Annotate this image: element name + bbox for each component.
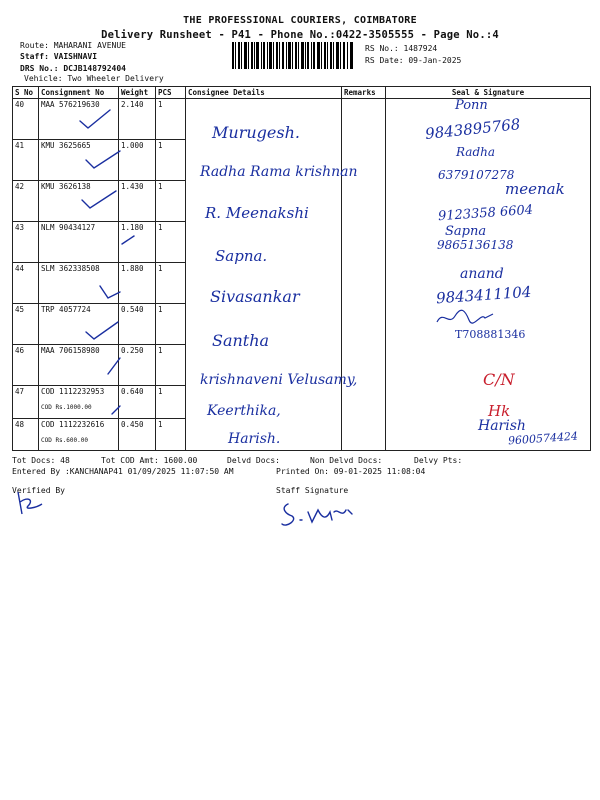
cell-pcs: 1 xyxy=(156,419,186,451)
handwritten-consignee: krishnaveni Velusamy, xyxy=(200,372,358,388)
printed-on: Printed On: 09-01-2025 11:08:04 xyxy=(276,467,426,476)
handwritten-signature: anand xyxy=(460,266,504,282)
staff-signature-label: Staff Signature xyxy=(276,486,349,495)
handwritten-signature: meenak xyxy=(505,180,565,198)
handwritten-signature: Harish xyxy=(478,418,526,434)
cell-consignment: SLM 362338508 xyxy=(39,263,119,304)
cell-consignment: MAA 706158980 xyxy=(39,345,119,386)
handwritten-phone: 9600574424 xyxy=(507,429,579,448)
cell-pcs: 1 xyxy=(156,99,186,140)
cod-amount: COD Rs.600.00 xyxy=(41,437,88,444)
handwritten-signature: Ponn xyxy=(455,98,488,113)
handwritten-consignee: Sapna. xyxy=(215,247,268,265)
handwritten-signature: Sapna xyxy=(445,224,487,239)
handwritten-consignee: Sivasankar xyxy=(210,287,300,306)
cell-consignment: KMU 3625665 xyxy=(39,140,119,181)
cell-remarks xyxy=(342,419,386,451)
cell-remarks xyxy=(342,222,386,263)
company-title: THE PROFESSIONAL COURIERS, COIMBATORE xyxy=(183,15,417,26)
rs-number: RS No.: 1487924 xyxy=(365,44,438,53)
tick-marks xyxy=(50,96,200,456)
cell-sno: 47 xyxy=(13,386,39,419)
cell-pcs: 1 xyxy=(156,304,186,345)
tick-icon xyxy=(112,406,120,414)
cell-pcs: 1 xyxy=(156,140,186,181)
tick-icon xyxy=(100,286,120,298)
cell-remarks xyxy=(342,99,386,140)
delivered-docs: Delvd Docs: xyxy=(227,456,280,465)
col-weight: Weight xyxy=(119,87,156,99)
cell-sno: 45 xyxy=(13,304,39,345)
cell-weight: 2.140 xyxy=(119,99,156,140)
route-text: Route: MAHARANI AVENUE xyxy=(20,41,126,50)
handwritten-phone: 9865136138 xyxy=(437,238,514,252)
handwritten-phone: 9843411104 xyxy=(435,282,532,308)
handwritten-consignee: Santha xyxy=(212,331,270,350)
handwritten-consignee: Keerthika, xyxy=(207,403,281,419)
cell-sno: 46 xyxy=(13,345,39,386)
tick-icon xyxy=(80,110,110,128)
verifier-signature-icon xyxy=(14,488,54,518)
handwritten-remark: C/N xyxy=(483,370,515,389)
cell-weight: 0.640 xyxy=(119,386,156,419)
scribble-signature-icon xyxy=(435,308,495,328)
staff-text: Staff: VAISHNAVI xyxy=(20,52,98,61)
cell-pcs: 1 xyxy=(156,222,186,263)
cell-weight: 1.430 xyxy=(119,181,156,222)
handwritten-phone: T708881346 xyxy=(455,328,526,341)
cell-weight: 1.180 xyxy=(119,222,156,263)
cell-sno: 41 xyxy=(13,140,39,181)
tick-icon xyxy=(86,151,120,168)
handwritten-consignee: Harish. xyxy=(228,431,281,447)
consignment-number: COD 1112232616 xyxy=(41,420,105,429)
cell-weight: 0.450 xyxy=(119,419,156,451)
cell-pcs: 1 xyxy=(156,181,186,222)
col-pcs: PCS xyxy=(156,87,186,99)
tick-icon xyxy=(82,191,116,208)
col-consignment: Consignment No xyxy=(39,87,119,99)
tick-icon xyxy=(86,322,118,339)
drs-number: DRS No.: DCJB148792404 xyxy=(20,64,126,73)
cell-consignment: KMU 3626138 xyxy=(39,181,119,222)
handwritten-remark: Hk xyxy=(488,402,511,420)
sheet-title: Delivery Runsheet - P41 - Phone No.:0422-3505555 - Page No.:4 xyxy=(101,29,499,41)
handwritten-consignee: R. Meenakshi xyxy=(205,204,309,222)
cell-weight: 1.000 xyxy=(119,140,156,181)
rs-date: RS Date: 09-Jan-2025 xyxy=(365,56,462,65)
non-delivered-docs: Non Delvd Docs: xyxy=(310,456,383,465)
cell-sno: 43 xyxy=(13,222,39,263)
cell-sno: 40 xyxy=(13,99,39,140)
cell-weight: 1.880 xyxy=(119,263,156,304)
handwritten-consignee: Murugesh. xyxy=(212,123,300,142)
col-consignee: Consignee Details xyxy=(186,87,342,99)
cell-weight: 0.250 xyxy=(119,345,156,386)
cell-sno: 48 xyxy=(13,419,39,451)
delivery-points: Delvy Pts: xyxy=(414,456,463,465)
handwritten-phone: 9843895768 xyxy=(424,115,522,143)
handwritten-consignee: Radha Rama krishnan xyxy=(200,164,358,180)
vehicle-text: Vehicle: Two Wheeler Delivery xyxy=(24,74,164,83)
cell-pcs: 1 xyxy=(156,345,186,386)
cell-weight: 0.540 xyxy=(119,304,156,345)
cell-sno: 42 xyxy=(13,181,39,222)
cell-pcs: 1 xyxy=(156,386,186,419)
verified-by-label: Verified By xyxy=(12,486,65,495)
consignment-number: COD 1112232953 xyxy=(41,387,105,396)
cell-consignment: NLM 90434127 xyxy=(39,222,119,263)
tick-icon xyxy=(108,358,120,374)
handwritten-phone: 9123358 6604 xyxy=(437,202,534,225)
col-sno: S No xyxy=(13,87,39,99)
cell-sno: 44 xyxy=(13,263,39,304)
entered-by: Entered By :KANCHANAP41 01/09/2025 11:07:50 AM xyxy=(12,467,234,476)
cell-pcs: 1 xyxy=(156,263,186,304)
cell-remarks xyxy=(342,181,386,222)
col-seal: Seal & Signature xyxy=(386,87,591,99)
total-cod-amount: Tot COD Amt: 1600.00 xyxy=(101,456,198,465)
handwritten-signature: Radha xyxy=(456,145,496,159)
cell-remarks xyxy=(342,304,386,345)
handwritten-phone: 6379107278 xyxy=(438,168,515,182)
cell-consignment: TRP 4057724 xyxy=(39,304,119,345)
col-remarks: Remarks xyxy=(342,87,386,99)
total-docs: Tot Docs: 48 xyxy=(12,456,70,465)
barcode-image xyxy=(232,42,354,69)
cod-amount: COD Rs.1000.00 xyxy=(41,404,92,411)
staff-signature-icon xyxy=(278,498,368,532)
cell-remarks xyxy=(342,386,386,419)
cell-consignment: MAA 576219630 xyxy=(39,99,119,140)
cell-remarks xyxy=(342,263,386,304)
tick-icon xyxy=(122,236,134,244)
